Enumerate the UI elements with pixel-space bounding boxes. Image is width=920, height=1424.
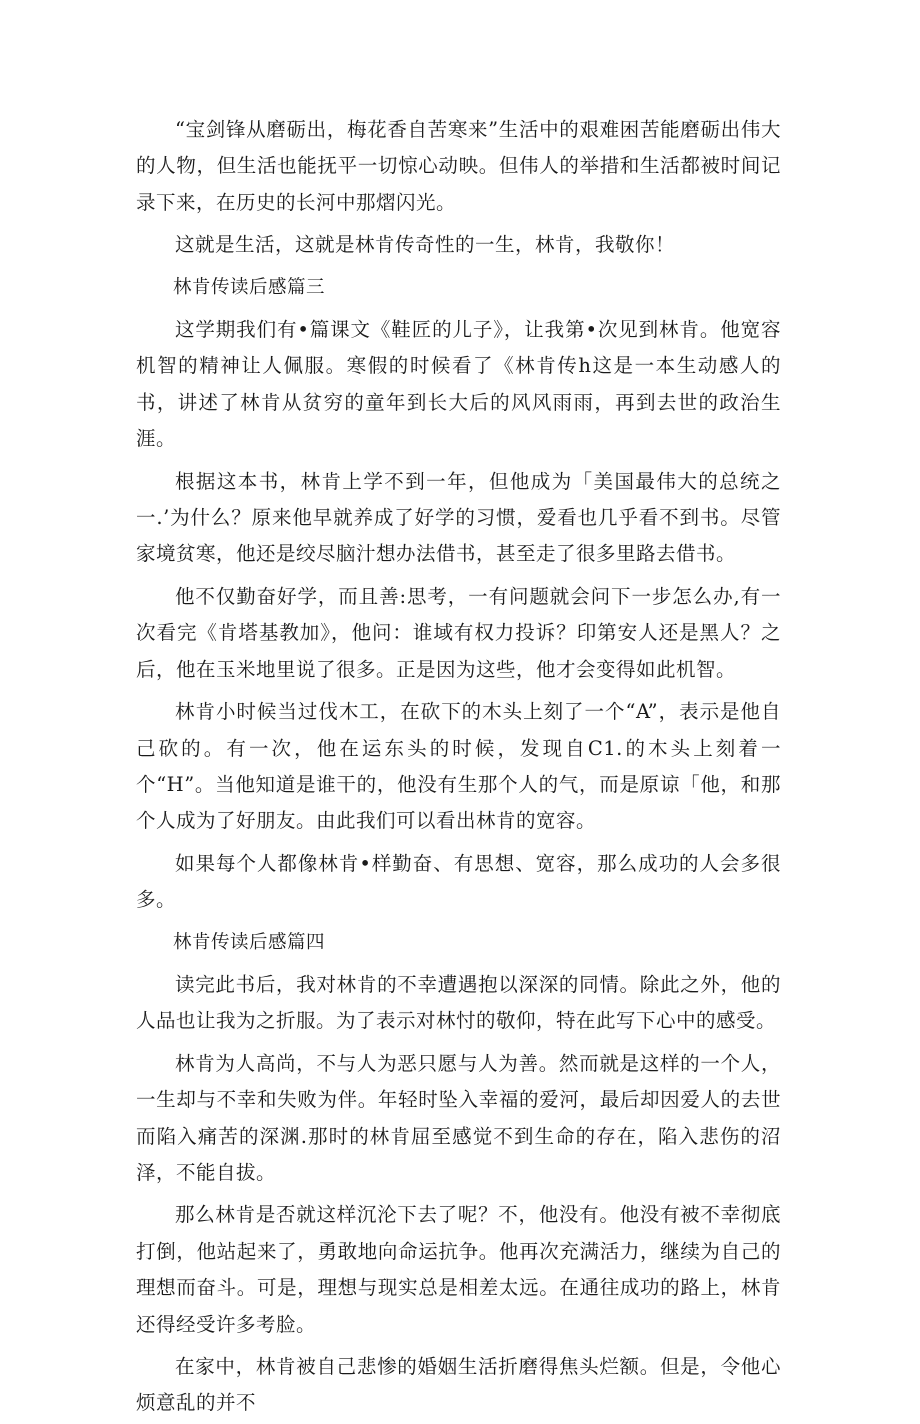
- paragraph-marriage: 在家中，林肯被自己悲惨的婚姻生活折磨得焦头烂额。但是，令他心烦意乱的并不: [136, 1355, 781, 1415]
- document-body: [136, 112, 781, 1424]
- paragraph-shoemaker-son: 这学期我们有•篇课文《鞋匠的儿子》，让我第•次见到林肯。他宽容机智的精神让人佩服。寒假的时候看了《林肯传h这是一本生动感人的书，讲述了林肯从贫穷的童年到长大后的风风雨雨，再到去世的政治生涯。: [136, 318, 781, 451]
- section-heading-part-four: 林肯传读后感篇四: [173, 931, 326, 953]
- paragraph-summary: 如果每个人都像林肯•样勤奋、有思想、宽容，那么成功的人会多很多。: [136, 851, 781, 912]
- paragraph-intro-quote: “宝剑锋从磨砺出，梅花香自苦寒来”生活中的艰难困苦能磨砺出伟大的人物，但生活也能抚平一切惊心动映。但伟人的举措和生活都被时间记录下来，在历史的长河中那熠闪光。: [136, 118, 781, 214]
- paragraph-woodcutter: 林肯小时候当过伐木工，在砍下的木头上刻了一个“A”，表示是他自己砍的。有一次，他在运东头的时候，发现自C1.的木头上刻着一个“H”。当他知道是谁干的，他没有生那个人的气，而是原谅「他，和那个人成为了好朋友。由此我们可以看出林肯的宽容。: [136, 700, 781, 833]
- paragraph-study-habits: 根据这本书，林肯上学不到一年，但他成为「美国最伟大的总统之一.’为什么？原来他早就养成了好学的习惯，爱看也几乎看不到书。尽管家境贫寒，他还是绞尽脑汁想办法借书，甚至走了很多里路去借书。: [136, 469, 781, 566]
- paragraph-thinking: 他不仅勤奋好学，而且善:思考，一有问题就会问下一步怎么办,有一次看完《肯塔基教加》，他问：谁域有权力投诉？印第安人还是黑人？之后，他在玉米地里说了很多。正是因为这些，他才会变得如此机智。: [136, 584, 781, 681]
- section-heading-part-three: 林肯传读后感篇三: [173, 276, 326, 298]
- paragraph-struggle: 那么林肯是否就这样沉沦下去了呢？不，他没有。他没有被不幸彻底打倒，他站起来了，勇敢地向命运抗争。他再次充满活力，继续为自己的理想而奋斗。可是，理想与现实总是相差太远。在通往成功的路上，林肯还得经受许多考脸。: [136, 1203, 781, 1336]
- paragraph-noble-character: 林肯为人高尚，不与人为恶只愿与人为善。然而就是这样的一个人，一生却与不幸和失败为伴。年轻时坠入幸福的爱河，最后却因爱人的去世而陷入痛苦的深渊.那时的林肯屈至感觉不到生命的存在，陷入悲伤的沼泽，不能自拔。: [136, 1051, 781, 1184]
- paragraph-conclusion: 这就是生活，这就是林肯传奇性的一生，林肯，我敬你！: [175, 233, 676, 257]
- paragraph-sympathy: 读完此书后，我对林肯的不幸遭遇抱以深深的同情。除此之外，他的人品也让我为之折服。为了表示对林忖的敬仰，特在此写下心中的感受。: [136, 972, 781, 1033]
